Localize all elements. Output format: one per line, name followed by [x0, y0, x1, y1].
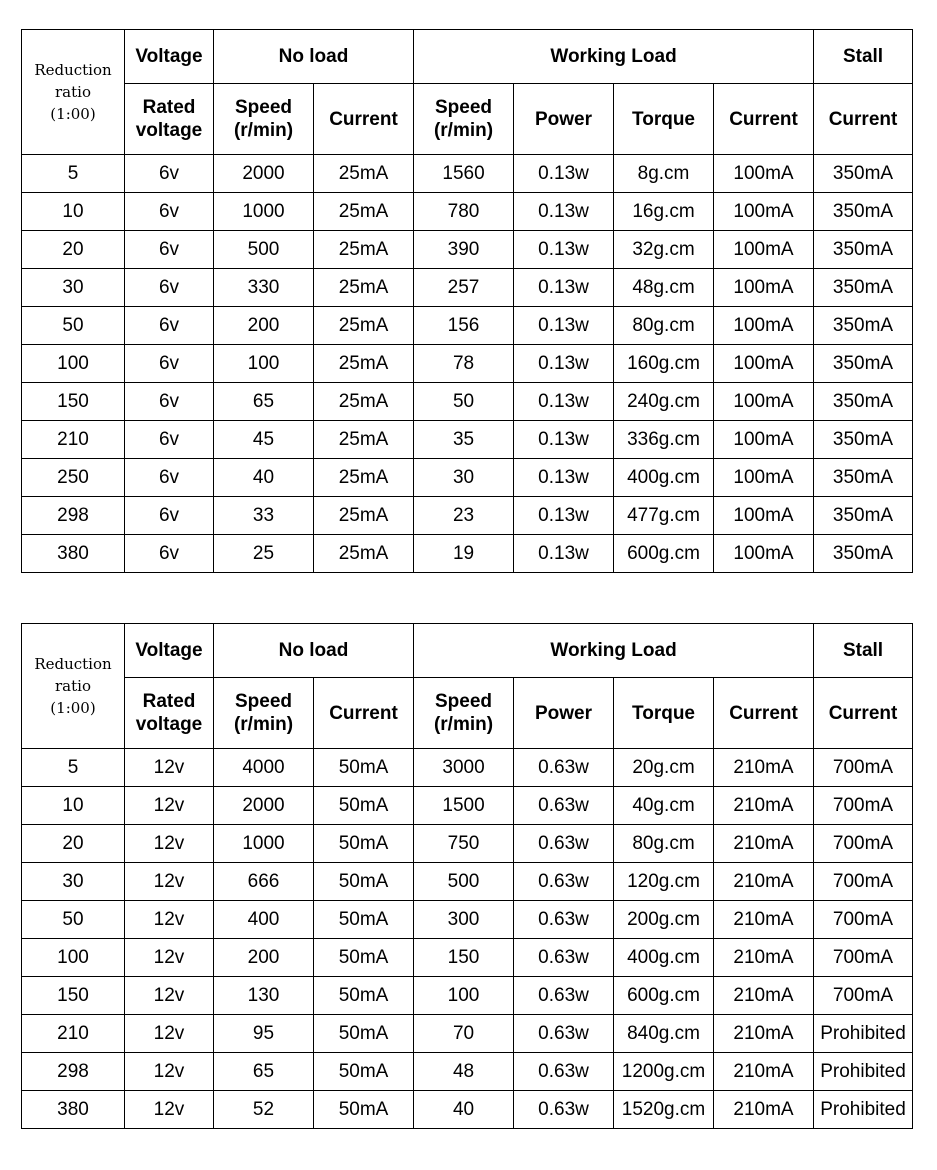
- cell-noload-current: 25mA: [314, 193, 414, 231]
- cell-rated-voltage: 6v: [125, 459, 214, 497]
- cell-rated-voltage: 6v: [125, 155, 214, 193]
- cell-noload-current: 25mA: [314, 345, 414, 383]
- header-row-group: [22, 30, 913, 84]
- cell-stall-current: 350mA: [814, 269, 913, 307]
- cell-load-speed: 40: [414, 1091, 514, 1129]
- header-text: ratio: [55, 83, 91, 101]
- cell-rated-voltage: 12v: [125, 901, 214, 939]
- cell-load-speed: 30: [414, 459, 514, 497]
- header-stall-current: Current: [814, 678, 913, 749]
- header-row-group: [22, 624, 913, 678]
- cell-noload-current: 50mA: [314, 749, 414, 787]
- table-row: [22, 421, 913, 459]
- cell-load-current: 100mA: [714, 193, 814, 231]
- cell-load-current: 100mA: [714, 459, 814, 497]
- cell-ratio: 100: [22, 939, 125, 977]
- cell-load-speed: 750: [414, 825, 514, 863]
- cell-load-speed: 1500: [414, 787, 514, 825]
- cell-rated-voltage: 6v: [125, 269, 214, 307]
- cell-stall-current: 700mA: [814, 863, 913, 901]
- header-stall: Stall: [814, 30, 913, 84]
- header-load-current: Current: [714, 84, 814, 155]
- header-noload-current: Current: [314, 84, 414, 155]
- cell-power: 0.63w: [514, 787, 614, 825]
- cell-power: 0.13w: [514, 155, 614, 193]
- cell-power: 0.63w: [514, 1015, 614, 1053]
- cell-torque: 80g.cm: [614, 825, 714, 863]
- cell-load-current: 210mA: [714, 1015, 814, 1053]
- cell-rated-voltage: 12v: [125, 1053, 214, 1091]
- header-stall-current: Current: [814, 84, 913, 155]
- header-text: Speed: [435, 691, 493, 712]
- cell-noload-current: 50mA: [314, 787, 414, 825]
- cell-torque: 400g.cm: [614, 459, 714, 497]
- header-torque: Torque: [614, 678, 714, 749]
- spec-table-12v: [21, 623, 913, 1129]
- cell-torque: 8g.cm: [614, 155, 714, 193]
- header-noload-current: Current: [314, 678, 414, 749]
- cell-noload-current: 50mA: [314, 939, 414, 977]
- cell-load-speed: 3000: [414, 749, 514, 787]
- cell-stall-current: Prohibited: [814, 1091, 913, 1129]
- cell-noload-speed: 330: [214, 269, 314, 307]
- table-row: [22, 749, 913, 787]
- cell-ratio: 5: [22, 749, 125, 787]
- cell-ratio: 210: [22, 421, 125, 459]
- cell-ratio: 20: [22, 231, 125, 269]
- header-working-load: Working Load: [414, 624, 814, 678]
- cell-noload-speed: 2000: [214, 155, 314, 193]
- cell-stall-current: 350mA: [814, 535, 913, 573]
- cell-load-current: 100mA: [714, 421, 814, 459]
- cell-noload-current: 50mA: [314, 977, 414, 1015]
- cell-noload-current: 50mA: [314, 825, 414, 863]
- cell-noload-speed: 200: [214, 307, 314, 345]
- cell-torque: 32g.cm: [614, 231, 714, 269]
- cell-load-speed: 156: [414, 307, 514, 345]
- table-row: [22, 307, 913, 345]
- cell-noload-speed: 666: [214, 863, 314, 901]
- header-no-load: No load: [214, 624, 414, 678]
- cell-noload-current: 50mA: [314, 1091, 414, 1129]
- cell-ratio: 250: [22, 459, 125, 497]
- cell-noload-current: 25mA: [314, 497, 414, 535]
- cell-load-current: 210mA: [714, 749, 814, 787]
- cell-load-speed: 780: [414, 193, 514, 231]
- cell-torque: 80g.cm: [614, 307, 714, 345]
- cell-ratio: 100: [22, 345, 125, 383]
- cell-ratio: 298: [22, 497, 125, 535]
- cell-load-current: 210mA: [714, 863, 814, 901]
- cell-noload-speed: 4000: [214, 749, 314, 787]
- table-row: [22, 863, 913, 901]
- cell-ratio: 30: [22, 269, 125, 307]
- cell-noload-speed: 2000: [214, 787, 314, 825]
- header-text: voltage: [135, 714, 203, 735]
- table-body: [22, 30, 913, 573]
- cell-load-speed: 1560: [414, 155, 514, 193]
- cell-load-current: 100mA: [714, 155, 814, 193]
- cell-stall-current: 350mA: [814, 231, 913, 269]
- cell-load-speed: 257: [414, 269, 514, 307]
- cell-noload-current: 50mA: [314, 901, 414, 939]
- cell-rated-voltage: 6v: [125, 383, 214, 421]
- cell-ratio: 298: [22, 1053, 125, 1091]
- table-row: [22, 825, 913, 863]
- header-text: (1:00): [50, 105, 96, 123]
- cell-load-current: 210mA: [714, 1091, 814, 1129]
- table-row: [22, 155, 913, 193]
- header-row-columns: [22, 84, 913, 155]
- cell-load-speed: 390: [414, 231, 514, 269]
- cell-stall-current: 350mA: [814, 421, 913, 459]
- cell-stall-current: 350mA: [814, 193, 913, 231]
- table-row: [22, 231, 913, 269]
- table-row: [22, 193, 913, 231]
- header-text: Speed: [435, 97, 493, 118]
- cell-power: 0.13w: [514, 193, 614, 231]
- cell-load-speed: 500: [414, 863, 514, 901]
- cell-power: 0.13w: [514, 383, 614, 421]
- cell-noload-speed: 400: [214, 901, 314, 939]
- cell-noload-current: 25mA: [314, 155, 414, 193]
- cell-stall-current: 350mA: [814, 383, 913, 421]
- header-torque: Torque: [614, 84, 714, 155]
- cell-ratio: 10: [22, 787, 125, 825]
- cell-noload-speed: 95: [214, 1015, 314, 1053]
- cell-load-speed: 70: [414, 1015, 514, 1053]
- cell-noload-speed: 65: [214, 383, 314, 421]
- cell-stall-current: 700mA: [814, 939, 913, 977]
- cell-stall-current: 700mA: [814, 787, 913, 825]
- cell-stall-current: 350mA: [814, 497, 913, 535]
- cell-noload-speed: 45: [214, 421, 314, 459]
- cell-ratio: 210: [22, 1015, 125, 1053]
- cell-ratio: 150: [22, 977, 125, 1015]
- cell-stall-current: 350mA: [814, 155, 913, 193]
- cell-noload-current: 25mA: [314, 231, 414, 269]
- header-load-speed: [414, 678, 514, 749]
- header-text: voltage: [135, 120, 203, 141]
- cell-power: 0.63w: [514, 939, 614, 977]
- cell-rated-voltage: 12v: [125, 977, 214, 1015]
- cell-load-current: 210mA: [714, 901, 814, 939]
- cell-torque: 477g.cm: [614, 497, 714, 535]
- cell-power: 0.63w: [514, 1091, 614, 1129]
- header-text: Reduction: [34, 655, 112, 673]
- header-voltage: Voltage: [125, 30, 214, 84]
- header-no-load: No load: [214, 30, 414, 84]
- cell-rated-voltage: 12v: [125, 787, 214, 825]
- cell-ratio: 380: [22, 535, 125, 573]
- header-stall: Stall: [814, 624, 913, 678]
- cell-load-current: 210mA: [714, 1053, 814, 1091]
- cell-noload-current: 50mA: [314, 1053, 414, 1091]
- header-text: Reduction: [34, 61, 112, 79]
- header-text: (r/min): [433, 120, 494, 141]
- header-power: Power: [514, 84, 614, 155]
- cell-torque: 48g.cm: [614, 269, 714, 307]
- table-row: [22, 1091, 913, 1129]
- cell-load-speed: 300: [414, 901, 514, 939]
- header-load-speed: [414, 84, 514, 155]
- cell-torque: 20g.cm: [614, 749, 714, 787]
- header-text: ratio: [55, 677, 91, 695]
- cell-load-speed: 35: [414, 421, 514, 459]
- table-row: [22, 497, 913, 535]
- cell-stall-current: 700mA: [814, 749, 913, 787]
- cell-load-current: 210mA: [714, 939, 814, 977]
- cell-torque: 240g.cm: [614, 383, 714, 421]
- cell-ratio: 50: [22, 901, 125, 939]
- cell-stall-current: 350mA: [814, 459, 913, 497]
- cell-load-current: 100mA: [714, 535, 814, 573]
- cell-power: 0.13w: [514, 459, 614, 497]
- cell-power: 0.63w: [514, 1053, 614, 1091]
- table-row: [22, 269, 913, 307]
- cell-ratio: 150: [22, 383, 125, 421]
- cell-noload-current: 50mA: [314, 1015, 414, 1053]
- cell-ratio: 10: [22, 193, 125, 231]
- cell-stall-current: Prohibited: [814, 1053, 913, 1091]
- cell-power: 0.13w: [514, 497, 614, 535]
- cell-load-current: 100mA: [714, 269, 814, 307]
- table-row: [22, 383, 913, 421]
- cell-load-current: 210mA: [714, 977, 814, 1015]
- cell-power: 0.13w: [514, 269, 614, 307]
- cell-power: 0.13w: [514, 307, 614, 345]
- cell-rated-voltage: 6v: [125, 421, 214, 459]
- cell-stall-current: 350mA: [814, 345, 913, 383]
- cell-load-speed: 150: [414, 939, 514, 977]
- header-working-load: Working Load: [414, 30, 814, 84]
- cell-torque: 1520g.cm: [614, 1091, 714, 1129]
- cell-torque: 336g.cm: [614, 421, 714, 459]
- cell-noload-speed: 1000: [214, 193, 314, 231]
- cell-power: 0.13w: [514, 231, 614, 269]
- cell-rated-voltage: 6v: [125, 497, 214, 535]
- header-text: (r/min): [233, 714, 294, 735]
- spec-table-6v: [21, 29, 913, 573]
- cell-load-speed: 19: [414, 535, 514, 573]
- header-rated-voltage: [125, 84, 214, 155]
- cell-rated-voltage: 12v: [125, 825, 214, 863]
- header-reduction-ratio: [22, 30, 125, 155]
- cell-noload-speed: 200: [214, 939, 314, 977]
- header-voltage: Voltage: [125, 624, 214, 678]
- cell-stall-current: 700mA: [814, 901, 913, 939]
- cell-noload-current: 25mA: [314, 383, 414, 421]
- cell-torque: 840g.cm: [614, 1015, 714, 1053]
- cell-noload-current: 50mA: [314, 863, 414, 901]
- table-row: [22, 939, 913, 977]
- header-load-current: Current: [714, 678, 814, 749]
- cell-noload-current: 25mA: [314, 535, 414, 573]
- cell-power: 0.63w: [514, 749, 614, 787]
- header-text: Speed: [234, 691, 293, 712]
- table-row: [22, 345, 913, 383]
- cell-rated-voltage: 6v: [125, 193, 214, 231]
- cell-noload-current: 25mA: [314, 269, 414, 307]
- cell-rated-voltage: 6v: [125, 231, 214, 269]
- cell-ratio: 5: [22, 155, 125, 193]
- cell-noload-speed: 1000: [214, 825, 314, 863]
- cell-power: 0.63w: [514, 863, 614, 901]
- header-text: Rated: [142, 691, 196, 712]
- cell-torque: 600g.cm: [614, 535, 714, 573]
- cell-load-speed: 100: [414, 977, 514, 1015]
- cell-noload-speed: 33: [214, 497, 314, 535]
- header-row-columns: [22, 678, 913, 749]
- cell-load-current: 100mA: [714, 307, 814, 345]
- table-row: [22, 535, 913, 573]
- cell-load-current: 210mA: [714, 787, 814, 825]
- cell-ratio: 20: [22, 825, 125, 863]
- cell-load-speed: 48: [414, 1053, 514, 1091]
- cell-noload-speed: 65: [214, 1053, 314, 1091]
- header-rated-voltage: [125, 678, 214, 749]
- cell-torque: 40g.cm: [614, 787, 714, 825]
- cell-power: 0.13w: [514, 421, 614, 459]
- cell-load-speed: 23: [414, 497, 514, 535]
- cell-ratio: 380: [22, 1091, 125, 1129]
- header-power: Power: [514, 678, 614, 749]
- table-body: [22, 624, 913, 1129]
- cell-load-current: 100mA: [714, 383, 814, 421]
- cell-load-current: 210mA: [714, 825, 814, 863]
- table-row: [22, 1015, 913, 1053]
- cell-torque: 600g.cm: [614, 977, 714, 1015]
- cell-load-speed: 78: [414, 345, 514, 383]
- table-row: [22, 901, 913, 939]
- table-row: [22, 459, 913, 497]
- cell-rated-voltage: 12v: [125, 939, 214, 977]
- header-text: (1:00): [50, 699, 96, 717]
- cell-noload-speed: 40: [214, 459, 314, 497]
- cell-noload-speed: 500: [214, 231, 314, 269]
- cell-noload-current: 25mA: [314, 459, 414, 497]
- cell-rated-voltage: 6v: [125, 345, 214, 383]
- cell-noload-speed: 52: [214, 1091, 314, 1129]
- cell-ratio: 50: [22, 307, 125, 345]
- cell-torque: 200g.cm: [614, 901, 714, 939]
- cell-load-current: 100mA: [714, 497, 814, 535]
- table-row: [22, 977, 913, 1015]
- cell-power: 0.63w: [514, 901, 614, 939]
- header-text: (r/min): [433, 714, 494, 735]
- header-text: Speed: [234, 97, 293, 118]
- header-noload-speed: [214, 678, 314, 749]
- cell-noload-current: 25mA: [314, 307, 414, 345]
- cell-load-speed: 50: [414, 383, 514, 421]
- cell-rated-voltage: 12v: [125, 863, 214, 901]
- header-reduction-ratio: [22, 624, 125, 749]
- cell-rated-voltage: 12v: [125, 749, 214, 787]
- cell-torque: 400g.cm: [614, 939, 714, 977]
- cell-rated-voltage: 6v: [125, 307, 214, 345]
- cell-noload-speed: 130: [214, 977, 314, 1015]
- cell-noload-speed: 100: [214, 345, 314, 383]
- cell-power: 0.63w: [514, 977, 614, 1015]
- cell-ratio: 30: [22, 863, 125, 901]
- cell-rated-voltage: 12v: [125, 1015, 214, 1053]
- header-text: Rated: [142, 97, 196, 118]
- cell-stall-current: 700mA: [814, 977, 913, 1015]
- cell-torque: 16g.cm: [614, 193, 714, 231]
- cell-load-current: 100mA: [714, 345, 814, 383]
- cell-power: 0.63w: [514, 825, 614, 863]
- cell-stall-current: Prohibited: [814, 1015, 913, 1053]
- cell-stall-current: 350mA: [814, 307, 913, 345]
- cell-stall-current: 700mA: [814, 825, 913, 863]
- cell-torque: 120g.cm: [614, 863, 714, 901]
- table-row: [22, 1053, 913, 1091]
- table-row: [22, 787, 913, 825]
- header-text: (r/min): [233, 120, 294, 141]
- cell-power: 0.13w: [514, 535, 614, 573]
- cell-torque: 160g.cm: [614, 345, 714, 383]
- cell-noload-speed: 25: [214, 535, 314, 573]
- header-noload-speed: [214, 84, 314, 155]
- cell-rated-voltage: 12v: [125, 1091, 214, 1129]
- cell-power: 0.13w: [514, 345, 614, 383]
- cell-torque: 1200g.cm: [614, 1053, 714, 1091]
- cell-load-current: 100mA: [714, 231, 814, 269]
- cell-rated-voltage: 6v: [125, 535, 214, 573]
- cell-noload-current: 25mA: [314, 421, 414, 459]
